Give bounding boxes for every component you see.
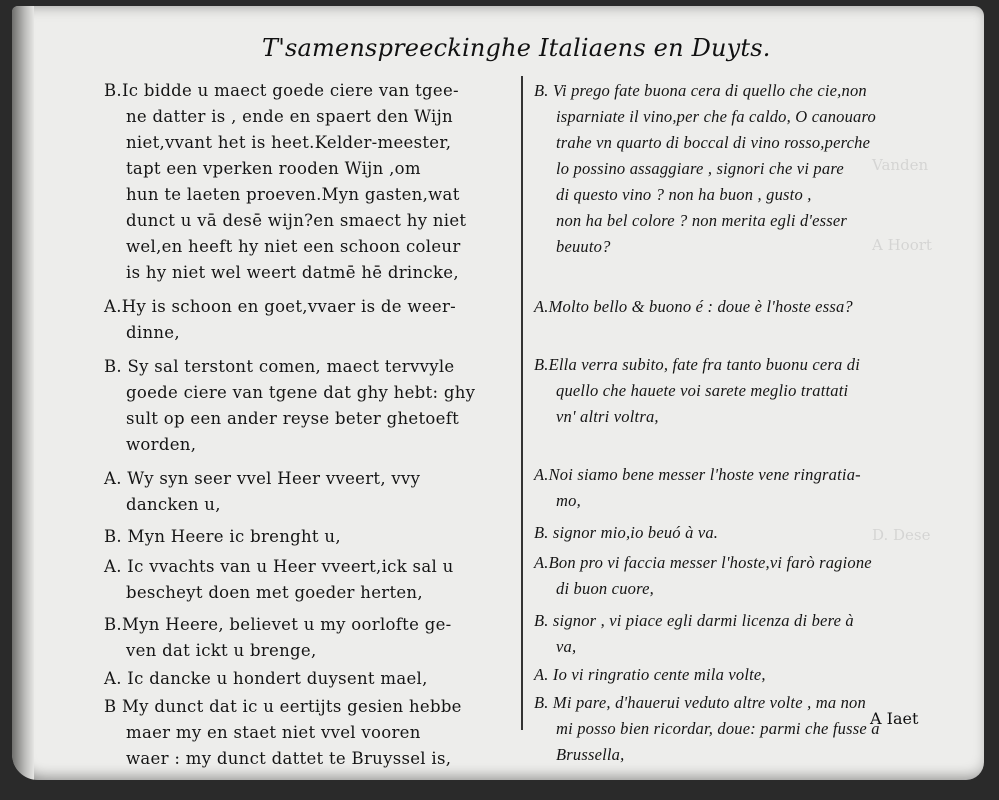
dialogue-line: sult op een ander reyse beter ghetoeft <box>126 409 460 428</box>
dialogue-line: ne datter is , ende en spaert den Wijn <box>126 107 453 126</box>
dialogue-entry <box>104 294 524 346</box>
dialogue-line: A.Molto bello & buono é : doue è l'hoste essa? <box>534 297 853 316</box>
dialogue-entry <box>534 294 979 320</box>
dialogue-line: A. Ic dancke u hondert duysent mael, <box>104 669 428 688</box>
dialogue-line: beuuto? <box>556 237 611 256</box>
dialogue-entry <box>104 524 524 550</box>
dialogue-line: bescheyt doen met goeder herten, <box>126 583 423 602</box>
dialogue-line: mi posso bien ricordar, doue: parmi che fusse a <box>556 719 880 738</box>
dialogue-line: isparniate il vino,per che fa caldo, O canouaro <box>556 107 876 126</box>
book-gutter-shadow <box>12 6 34 780</box>
dialogue-line: ven dat ickt u brenge, <box>126 641 317 660</box>
dialogue-line: niet,vvant het is heet.Kelder-meester, <box>126 133 452 152</box>
italian-column <box>534 78 979 768</box>
dialogue-line: B. Mi pare, d'hauerui veduto altre volte , ma non <box>534 693 866 712</box>
dialogue-line: A. Io vi ringratio cente mila volte, <box>534 665 766 684</box>
dialogue-line: non ha bel colore ? non merita egli d'esser <box>556 211 848 230</box>
dialogue-line: dinne, <box>126 323 180 342</box>
dialogue-line: worden, <box>126 435 197 454</box>
catchword: A Iaet <box>870 709 919 728</box>
dialogue-line: B. signor mio,io beuó à va. <box>534 523 719 542</box>
page-header: T'samenspreeckinghe Italiaens en Duyts. <box>262 34 771 62</box>
dialogue-entry <box>534 520 979 546</box>
dialogue-line: A.Noi siamo bene messer l'hoste vene ringratia- <box>534 465 861 484</box>
dialogue-line: dancken u, <box>126 495 221 514</box>
dialogue-entry <box>534 78 979 260</box>
dialogue-line: hun te laeten proeven.Myn gasten,wat <box>126 185 460 204</box>
dialogue-line: B.Ella verra subito, fate fra tanto buonu cera di <box>534 355 861 374</box>
dialogue-line: vn' altri voltra, <box>556 407 659 426</box>
dialogue-entry <box>104 612 524 664</box>
dialogue-line: goede ciere van tgene dat ghy hebt: ghy <box>126 383 476 402</box>
dialogue-line: A. Wy syn seer vvel Heer vveert, vvy <box>104 469 421 488</box>
book-page <box>12 6 984 780</box>
dialogue-entry <box>104 354 524 458</box>
dialogue-entry <box>534 352 979 430</box>
dialogue-entry <box>104 666 524 692</box>
dialogue-line: maer my en staet niet vvel vooren <box>126 723 421 742</box>
show-through-text: A Hoort <box>872 236 932 254</box>
dialogue-line: tapt een vperken rooden Wijn ,om <box>126 159 421 178</box>
dialogue-line: lo possino assaggiare , signori che vi pare <box>556 159 844 178</box>
dialogue-entry <box>534 662 979 688</box>
dialogue-line: B. signor , vi piace egli darmi licenza di bere à <box>534 611 854 630</box>
dialogue-line: B. Vi prego fate buona cera di quello che cie,non <box>534 81 867 100</box>
dialogue-line: di questo vino ? non ha buon , gusto , <box>556 185 812 204</box>
dialogue-line: A.Hy is schoon en goet,vvaer is de weer- <box>104 297 457 316</box>
dialogue-line: is hy niet wel weert datmē hē drincke, <box>126 263 459 282</box>
dialogue-line: B My dunct dat ic u eertijts gesien hebbe <box>104 697 462 716</box>
dialogue-entry <box>104 78 524 286</box>
dialogue-line: Brussella, <box>556 745 625 764</box>
dialogue-line: B.Myn Heere, believet u my oorlofte ge- <box>104 615 452 634</box>
dialogue-entry <box>534 550 979 602</box>
dialogue-line: di buon cuore, <box>556 579 654 598</box>
dialogue-line: A. Ic vvachts van u Heer vveert,ick sal u <box>104 557 454 576</box>
dialogue-entry <box>104 554 524 606</box>
dialogue-line: wel,en heeft hy niet een schoon coleur <box>126 237 461 256</box>
dialogue-line: B. Sy sal terstont comen, maect tervvyle <box>104 357 455 376</box>
dialogue-line: A.Bon pro vi faccia messer l'hoste,vi farò ragione <box>534 553 872 572</box>
dialogue-line: mo, <box>556 491 581 510</box>
dialogue-line: quello che hauete voi sarete meglio trattati <box>556 381 849 400</box>
dialogue-line: B. Myn Heere ic brenght u, <box>104 527 341 546</box>
dialogue-entry <box>534 608 979 660</box>
dialogue-line: dunct u vā desē wijn?en smaect hy niet <box>126 211 467 230</box>
dialogue-line: waer : my dunct dattet te Bruyssel is, <box>126 749 452 768</box>
dialogue-line: va, <box>556 637 577 656</box>
dialogue-line: trahe vn quarto di boccal di vino rosso,perche <box>556 133 871 152</box>
dialogue-entry <box>104 694 524 772</box>
show-through-text: D. Dese <box>872 526 931 544</box>
show-through-text: Vanden <box>872 156 929 174</box>
dialogue-line: B.Ic bidde u maect goede ciere van tgee- <box>104 81 459 100</box>
dialogue-entry <box>104 466 524 518</box>
dutch-column <box>104 78 524 772</box>
dialogue-entry <box>534 690 979 768</box>
dialogue-entry <box>534 462 979 514</box>
